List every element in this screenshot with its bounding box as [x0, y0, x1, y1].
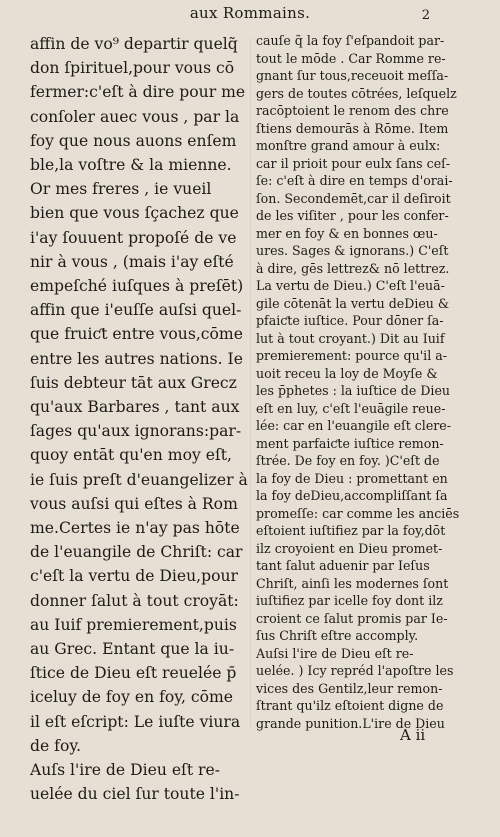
text-line: qu'aux Barbares , tant aux — [30, 398, 240, 417]
text-line: Or mes freres , ie vueil — [30, 180, 212, 199]
commentary-line: gers de toutes cōtrées, leſquelz — [256, 85, 457, 101]
commentary-line: ſon. Secondemēt,car il deſiroit — [256, 190, 451, 206]
commentary-line: ures. Sages & ignorans.) C'eſt — [256, 243, 449, 258]
commentary-line: vices des Gentilz,leur remon- — [256, 680, 443, 696]
commentary-line: iuſtifiez par icelle foy dont ilz — [256, 593, 443, 608]
commentary-line: monſtre grand amour à eulx: — [256, 138, 441, 153]
commentary-line: ſus Chriſt eſtre accomply. — [256, 628, 419, 643]
commentary-line: gnant ſur tous,receuoit meſſa- — [256, 68, 449, 83]
commentary-line: La vertu de Dieu.) C'eſt l'euā- — [256, 278, 445, 293]
text-line: donner ſalut à tout croyāt: — [30, 591, 239, 610]
text-line: ble,la voſtre & la mienne. — [30, 156, 232, 175]
signature-mark: A ii — [400, 726, 426, 744]
commentary-line: ſtrant qu'ilz eſtoient digne de — [256, 698, 444, 713]
commentary-line: la foy de Dieu : promettant en — [256, 470, 448, 486]
text-line: empeſché iuſques à preſēt) — [30, 277, 244, 296]
commentary-line: promeſſe: car comme les anciēs — [256, 505, 460, 521]
text-line: ſuis debteur tāt aux Grecz — [30, 373, 237, 392]
text-line: que fruiƈt entre vous,cōme — [30, 325, 243, 344]
commentary-line: uelée. ) Icy repréd l'apoſtre les — [256, 663, 454, 678]
commentary-line: de les viſiter , pour les confer- — [256, 208, 449, 223]
text-line: me.Certes ie n'ay pas hōte — [30, 519, 240, 538]
column-gutter — [250, 38, 251, 728]
text-line: affin que i'euſſe auſsi quel- — [30, 301, 242, 320]
text-line: ſages qu'aux ignorans:par- — [30, 422, 242, 441]
text-line: ſtice de Dieu eſt reuelée p̄ — [30, 664, 237, 683]
text-line: de foy. — [30, 736, 82, 755]
text-line: affin de vo⁹ departir quelq̃ — [30, 35, 238, 53]
text-line: uelée du ciel ſur toute l'in- — [30, 785, 240, 804]
text-line: au Grec. Entant que la iu- — [30, 640, 235, 659]
commentary-line: lée: car en l'euangile eſt clere- — [256, 418, 452, 433]
commentary-line: grande punition.L'ire de Dieu — [256, 715, 445, 731]
text-line: ie ſuis preſt d'euangelizer à — [30, 470, 248, 489]
text-line: fermer:c'eſt à dire pour me — [30, 83, 246, 102]
right-commentary-column — [256, 32, 461, 732]
page-header — [0, 4, 500, 30]
commentary-line: Chriſt, ainſi les modernes ſont — [256, 575, 449, 591]
running-head: aux Rommains. — [189, 4, 311, 22]
text-line: conſoler auec vous , par la — [30, 107, 240, 126]
text-line: bien que vous ſçachez que — [30, 204, 239, 223]
text-line: entre les autres nations. Ie — [30, 349, 243, 368]
commentary-line: ſe: c'eſt à dire en temps d'orai- — [256, 173, 453, 188]
commentary-line: la foy deDieu,accompliſſant ſa — [256, 488, 448, 503]
text-line: quoy entāt qu'en moy eſt, — [30, 446, 232, 465]
text-line: nir à vous , (mais i'ay eſté — [30, 252, 234, 271]
commentary-line: premierement: pource qu'il a- — [256, 348, 447, 363]
commentary-line: tant ſalut aduenir par Ieſus — [256, 558, 430, 573]
commentary-line: car il prioit pour eulx ſans ceſ- — [256, 155, 451, 171]
commentary-line: pfaiƈte iuſtice. Pour dōner ſa- — [256, 313, 444, 328]
commentary-line: croient ce ſalut promis par Ie- — [256, 610, 448, 626]
commentary-line: tout le mōde . Car Romme re- — [256, 50, 446, 66]
commentary-line: à dire, gēs lettrez& nō lettrez. — [256, 260, 450, 276]
text-line: Auſs l'ire de Dieu eſt re- — [30, 761, 220, 780]
commentary-line: racōptoient le renom des chre — [256, 103, 449, 118]
commentary-line: eſt en luy, c'eſt l'euāgile reue- — [256, 400, 446, 416]
commentary-line: les p̄phetes : la iuſtice de Dieu — [256, 383, 451, 398]
text-line: don ſpirituel,pour vous cō — [30, 59, 235, 78]
text-line: iceluy de foy en foy, cōme — [30, 688, 234, 707]
commentary-line: ſtrée. De foy en foy. )C'eſt de — [256, 453, 440, 468]
text-line: il eſt eſcript: Le iuſte viura — [30, 712, 241, 731]
text-line: au Iuif premierement,puis — [30, 615, 237, 634]
commentary-line: ilz croyoient en Dieu promet- — [256, 540, 443, 556]
commentary-line: ſtiens demourās à Rōme. Item — [256, 120, 449, 136]
text-line: de l'euangile de Chriſt: car — [30, 543, 243, 562]
text-line: i'ay ſouuent propoſé de ve — [30, 228, 237, 247]
commentary-line: mer en foy & en bonnes œu- — [256, 225, 438, 241]
text-line: c'eſt la vertu de Dieu,pour — [30, 567, 238, 586]
commentary-line: ment parfaiƈte iuſtice remon- — [256, 435, 444, 451]
commentary-line: uoit receu la loy de Moyſe & — [256, 365, 438, 381]
commentary-line: cauſe q̃ la foy ſ'eſpandoit par- — [256, 33, 445, 48]
page-number: 2 — [421, 8, 430, 23]
left-text-column — [30, 32, 248, 807]
commentary-line: gile cōtenāt la vertu deDieu & — [256, 295, 450, 311]
commentary-line: lut à tout croyant.) Dit au Iuif — [256, 330, 445, 346]
text-line: vous auſsi qui eſtes à Rom — [30, 494, 238, 513]
commentary-line: eſtoient iuſtifiez par la foy,dōt — [256, 523, 446, 538]
text-line: foy que nous auons enſem — [30, 131, 237, 150]
commentary-line: Auſsi l'ire de Dieu eſt re- — [256, 645, 414, 661]
